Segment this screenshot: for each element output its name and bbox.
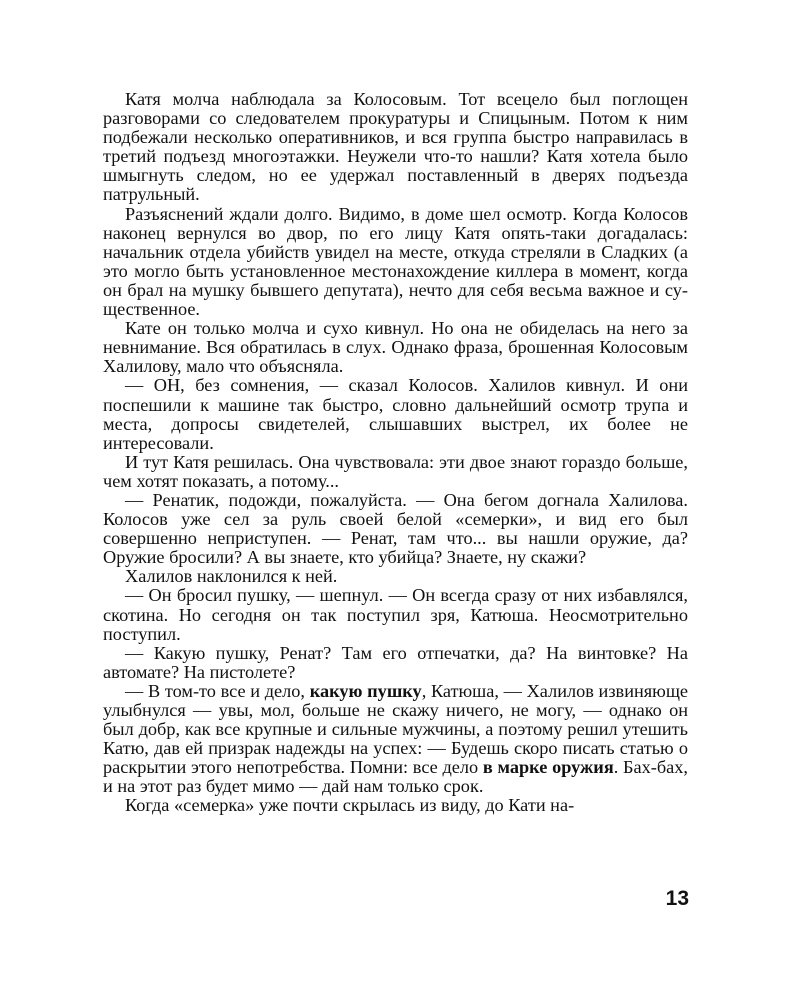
paragraph: — ОН, без сомнения, — сказал Колосов. Халилов кивнул. И они поспешили к машине так быстро, словно дальнейший осмотр трупа и места, допросы свидетелей, слышавших выстрел, их более не интересовали. [103,375,688,453]
paragraph: — Ренатик, подожди, пожалуйста. — Она бегом догнала Халилова. Колосов уже сел за руль своей белой «семерки», и вид его был совершенно неприступен. — Ренат, там что... вы нашли оружие, да? Оружие бросили? А вы знаете, кто убийца? Знаете, ну скажи? [103,489,688,568]
paragraph: Разъяснений ждали долго. Видимо, в доме шел осмотр. Когда Колосов наконец вернулся во двор, по его лицу Катя опять-таки догадалась: начальник отдела убийств увидел на месте, откуда стреляли в Сладких (а это могло быть установленное местонахождение киллера в момент, когда он брал на мушку бывшего депутата), нечто для себя весьма важное и существенное. [103,203,688,320]
book-page-text [103,90,688,816]
paragraph: И тут Катя решилась. Она чувствовала: эти двое знают гораздо больше, чем хотят показать, а потому... [103,451,688,491]
paragraph: Когда «семерка» уже почти скрылась из виду, до Кати на- [125,795,575,816]
paragraph: — Он бросил пушку, — шепнул. — Он всегда сразу от них избавлялся, скотина. Но сегодня он так поступил зря, Катюша. Неосмотрительно поступил. [103,585,688,644]
bold-phrase: в марке оружия [482,757,614,778]
paragraph-with-emphasis [103,682,688,797]
text-segment: . Бах-бах, и на этот раз будет мимо — дай нам только срок. [103,757,688,797]
paragraph: Кате он только молча и сухо кивнул. Но она не обиделась на него за невнимание. Вся обратилась в слух. Однако фраза, брошенная Колосовым Халилову, мало что объясняла. [103,318,688,377]
bold-phrase: какую пушку [309,680,422,701]
page-number: 13 [665,887,689,910]
text-segment: — В том-то все и дело, [125,680,310,701]
paragraph: — Какую пушку, Ренат? Там его отпечатки, да? На винтовке? На автомате? На пистолете? [103,642,688,682]
paragraph: Халилов наклонился к ней. [125,566,338,587]
text-segment: , Катюша, — Халилов извиняюще улыбнулся — увы, мол, больше не скажу ничего, не могу, — однако он был добр, как все крупные и сильные мужчины, а поэтому решил утешить Катю, дав ей призрак надежды на успех: — Будешь скоро писать статью о раскрытии этого непотребства. Помни: все дело [103,680,689,778]
paragraph: Катя молча наблюдала за Колосовым. Тот всецело был поглощен разговорами со следователем прокуратуры и Спицыным. Потом к ним подбежали несколько оперативников, и вся группа быстро направилась в третий подъезд многоэтажки. Неужели что-то нашли? Катя хотела было шмыгнуть следом, но ее удержал поставленный в дверях подъезда патрульный. [103,89,688,205]
